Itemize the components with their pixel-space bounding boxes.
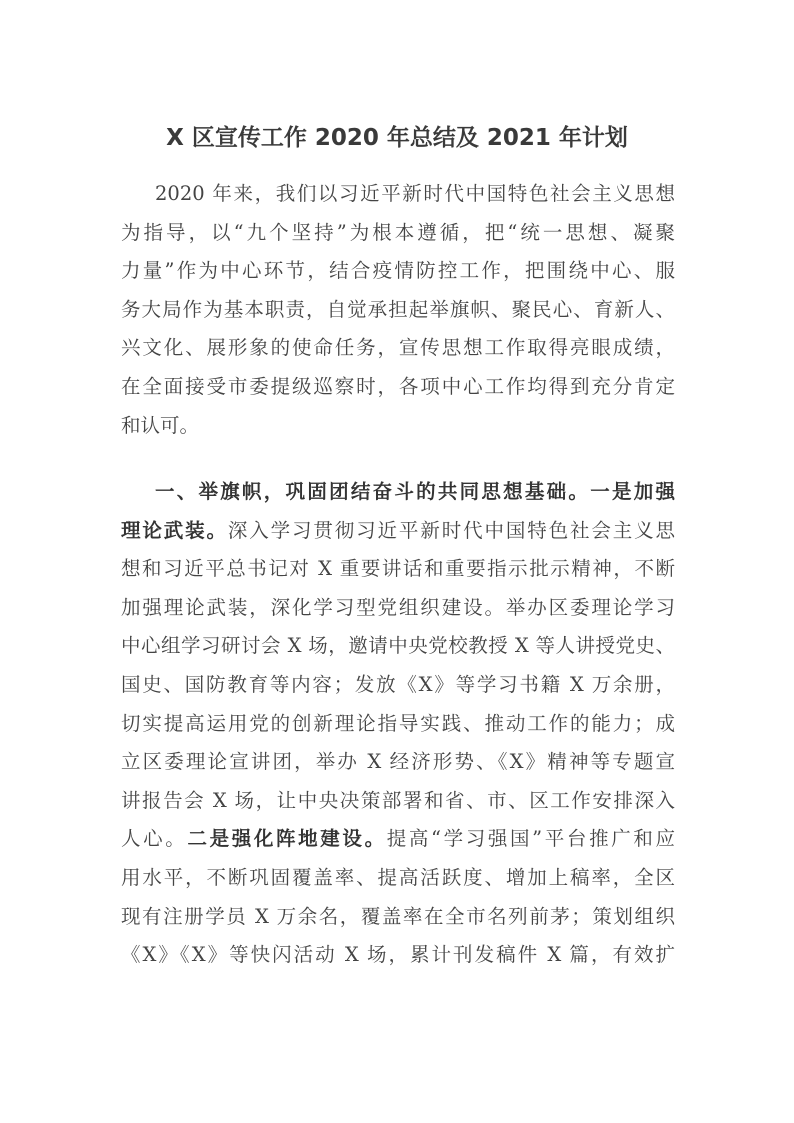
intro-line: 2020 年来，我们以习近平新时代中国特色社会主义思想: [155, 182, 675, 205]
section1-line: 国史、国防教育等内容；发放《X》等学习书籍 X 万余册，: [121, 672, 675, 696]
section1-text: 人心。: [121, 827, 188, 851]
intro-paragraph: [121, 175, 675, 445]
intro-line: 力量”作为中心环节，结合疫情防控工作，把围绕中心、服: [121, 259, 675, 283]
section1-heading: 一、举旗帜，巩固团结奋斗的共同思想基础。: [155, 480, 591, 503]
document-title: X 区宣传工作 2020 年总结及 2021 年计划: [166, 125, 628, 151]
section1-line: 讲报告会 X 场，让中央决策部署和省、市、区工作安排深入: [121, 788, 675, 812]
section1-line: 用水平，不断巩固覆盖率、提高活跃度、增加上稿率，全区: [121, 865, 675, 889]
section1-line: 立区委理论宣讲团，举办 X 经济形势、《X》精神等专题宣: [121, 750, 675, 774]
section1-line: 加强理论武装，深化学习型党组织建设。举办区委理论学习: [121, 595, 675, 619]
section1-line: 中心组学习研讨会 X 场，邀请中央党校教授 X 等人讲授党史、: [121, 634, 675, 658]
sub1-label-part1: 一是加强: [590, 480, 675, 503]
intro-line: 在全面接受市委提级巡察时，各项中心工作均得到充分肯定: [121, 374, 675, 398]
intro-line: 和认可。: [121, 413, 200, 437]
section1-line: [121, 512, 675, 551]
section1-line: [121, 820, 675, 859]
section1-paragraph: [121, 473, 675, 975]
intro-line: 兴文化、展形象的使命任务，宣传思想工作取得亮眼成绩，: [121, 336, 675, 360]
section1-line: 想和习近平总书记对 X 重要讲话和重要指示批示精神，不断: [121, 557, 675, 581]
section1-line: 《X》《X》等快闪活动 X 场，累计刊发稿件 X 篇，有效扩: [121, 943, 675, 967]
intro-line: 务大局作为基本职责，自觉承担起举旗帜、聚民心、育新人、: [121, 297, 675, 321]
intro-line: 为指导，以“九个坚持”为根本遵循，把“统一思想、凝聚: [121, 220, 675, 244]
section1-text: 提高“学习强国”平台推广和应: [386, 827, 675, 851]
sub2-label: 二是强化阵地建设。: [187, 827, 387, 851]
section1-line: [121, 473, 675, 512]
section1-line: 切实提高运用党的创新理论指导实践、推动工作的能力；成: [121, 711, 675, 735]
section1-text: 深入学习贯彻习近平新时代中国特色社会主义思: [227, 518, 675, 542]
sub1-label-part2: 理论武装。: [121, 518, 228, 542]
section1-line: 现有注册学员 X 万余名，覆盖率在全市名列前茅；策划组织: [121, 904, 675, 928]
